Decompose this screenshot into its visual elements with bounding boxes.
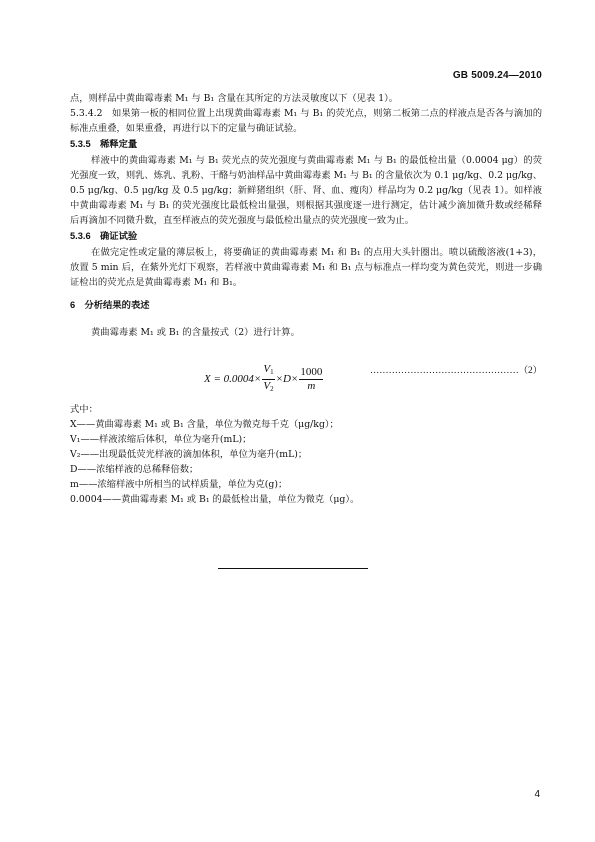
formula-lhs: X = 0.0004×: [204, 373, 262, 386]
leader-dots: …………………………………………: [370, 366, 519, 376]
variable-v1: V₁——样液浓缩后体积，单位为毫升(mL)；: [70, 434, 252, 445]
v1-subscript: 1: [270, 368, 274, 376]
variable-constant: 0.0004——黄曲霉毒素 M₁ 或 B₁ 的最低检出量，单位为微克（μg）。: [70, 494, 360, 505]
variable-d: D——浓缩样液的总稀释倍数；: [70, 464, 199, 475]
variable-definitions: [70, 402, 542, 507]
where-label: 式中：: [70, 404, 98, 415]
heading-5-3-6: 5.3.6 确证试验: [70, 231, 138, 241]
fraction-numerator: 1000: [300, 366, 323, 378]
fraction-denominator: m: [307, 380, 316, 392]
formula-middle: ×D×: [275, 373, 299, 386]
formula-2: [70, 350, 542, 394]
v2-subscript: 2: [270, 385, 274, 393]
equation-number: [370, 364, 542, 379]
paragraph-calculation-intro: 黄曲霉毒素 M₁ 或 B₁ 的含量按式（2）进行计算。: [91, 327, 300, 338]
variable-x: X——黄曲霉毒素 M₁ 或 B₁ 含量，单位为微克每千克（μg/kg）；: [70, 419, 339, 430]
page-number: 4: [534, 789, 540, 800]
equation-label: （2）: [518, 366, 542, 376]
paragraph-continuation: 点，则样品中黄曲霉毒素 M₁ 与 B₁ 含量在其所定的方法灵敏度以下（见表 1）。: [70, 93, 399, 104]
fraction-1000-m: [299, 366, 323, 393]
document-body: [70, 91, 542, 507]
clause-5-3-4-2: 5.3.4.2 如果第一板的相同位置上出现黄曲霉毒素 M₁ 与 B₁ 的荧光点，则第二板第二点的样液点是否各与滴加的标准点重叠，如果重叠，再进行以下的定量与确证试验。: [70, 108, 542, 134]
paragraph-dilution-quantification: 样液中的黄曲霉毒素 M₁ 与 B₁ 荧光点的荧光强度与黄曲霉毒素 M₁ 与 B₁ 的最低检出量（0.0004 μg）的荧光强度一致，则乳、炼乳、乳粉、干酪与奶油样品中黄曲霉毒素 M₁ 与 B₁ 的含量依次为 0.1 μg/kg、0.2 μg/kg、0.5 μg/kg、0.5 μg/kg 及 0.5 μg/kg；新鲜猪组织（肝、肾、血、瘦肉）样品均为 0.2 μg/kg（见表 1）。如样液中黄曲霉毒素 M₁ 与 B₁ 的荧光强度比最低检出量强，则根据其强度逐一进行测定，估计减少滴加微升数或经稀释后再滴加不同微升数，直至样液点的荧光强度与最低检出量点的荧光强度一致为止。: [70, 155, 542, 226]
formula-expression: [204, 363, 324, 396]
standard-number: GB 5009.24—2010: [452, 70, 542, 81]
heading-6: 6 分析结果的表述: [70, 300, 150, 310]
v1-symbol: V: [263, 363, 271, 375]
variable-v2: V₂——出现最低荧光样液的滴加体积，单位为毫升(mL)；: [70, 449, 308, 460]
v2-symbol: V: [263, 380, 271, 392]
variable-m: m——浓缩样液中所相当的试样质量，单位为克(g)；: [70, 479, 288, 490]
end-rule: [218, 568, 368, 569]
paragraph-confirmation-test: 在做完定性或定量的薄层板上，将要确证的黄曲霉毒素 M₁ 和 B₁ 的点用大头针圈出。喷以硫酸溶液(1+3)，放置 5 min 后，在紫外光灯下观察，若样液中黄曲霉毒素 M₁ 和 B₁ 点与标准点一样均变为黄色荧光，则进一步确证检出的荧光点是黄曲霉毒素 M₁ 和 B₁。: [70, 247, 542, 288]
fraction-v1-v2: [262, 363, 274, 396]
heading-5-3-5: 5.3.5 稀释定量: [70, 139, 138, 149]
